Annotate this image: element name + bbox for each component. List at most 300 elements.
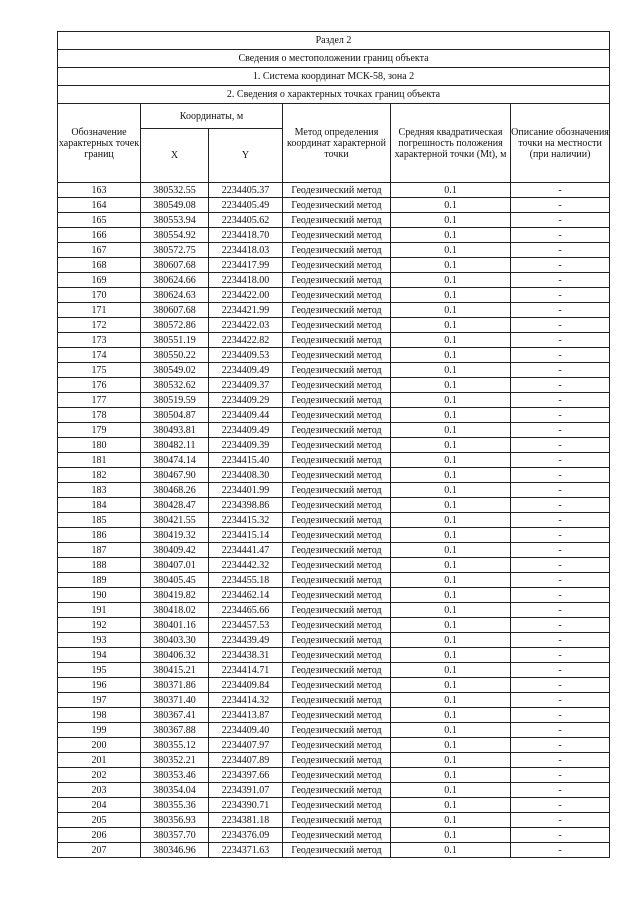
cell-coord-x: 380357.70 <box>141 828 209 843</box>
table-row <box>58 618 610 633</box>
cell-method: Геодезический метод <box>283 678 391 693</box>
points-title: 2. Сведения о характерных точках границ объекта <box>58 86 610 104</box>
cell-coord-x: 380409.42 <box>141 543 209 558</box>
cell-coord-y: 2234414.71 <box>209 663 283 678</box>
cell-coord-x: 380504.87 <box>141 408 209 423</box>
cell-description: - <box>511 243 610 258</box>
cell-coord-y: 2234415.14 <box>209 528 283 543</box>
cell-method: Геодезический метод <box>283 738 391 753</box>
cell-coord-x: 380551.19 <box>141 333 209 348</box>
cell-point-id: 204 <box>58 798 141 813</box>
cell-description: - <box>511 738 610 753</box>
table-row <box>58 243 610 258</box>
cell-method: Геодезический метод <box>283 843 391 858</box>
cell-coord-y: 2234442.32 <box>209 558 283 573</box>
table-row <box>58 423 610 438</box>
cell-description: - <box>511 228 610 243</box>
cell-coord-y: 2234409.39 <box>209 438 283 453</box>
cell-point-id: 202 <box>58 768 141 783</box>
cell-coord-y: 2234455.18 <box>209 573 283 588</box>
cell-error: 0.1 <box>391 633 511 648</box>
cell-point-id: 201 <box>58 753 141 768</box>
header-method: Метод определения координат характерной точки <box>283 104 391 183</box>
cell-description: - <box>511 408 610 423</box>
cell-description: - <box>511 288 610 303</box>
cell-coord-x: 380624.66 <box>141 273 209 288</box>
cell-description: - <box>511 723 610 738</box>
cell-coord-x: 380371.40 <box>141 693 209 708</box>
table-row <box>58 588 610 603</box>
table-row <box>58 648 610 663</box>
cell-point-id: 198 <box>58 708 141 723</box>
cell-method: Геодезический метод <box>283 813 391 828</box>
cell-coord-x: 380532.62 <box>141 378 209 393</box>
cell-coord-y: 2234418.70 <box>209 228 283 243</box>
cell-description: - <box>511 573 610 588</box>
cell-point-id: 192 <box>58 618 141 633</box>
cell-error: 0.1 <box>391 228 511 243</box>
cell-point-id: 165 <box>58 213 141 228</box>
cell-method: Геодезический метод <box>283 783 391 798</box>
cell-coord-x: 380493.81 <box>141 423 209 438</box>
cell-error: 0.1 <box>391 453 511 468</box>
cell-point-id: 207 <box>58 843 141 858</box>
cell-coord-y: 2234413.87 <box>209 708 283 723</box>
cell-point-id: 190 <box>58 588 141 603</box>
cell-coord-x: 380549.02 <box>141 363 209 378</box>
cell-method: Геодезический метод <box>283 393 391 408</box>
cell-coord-y: 2234405.37 <box>209 183 283 198</box>
cell-coord-x: 380401.16 <box>141 618 209 633</box>
cell-point-id: 194 <box>58 648 141 663</box>
cell-method: Геодезический метод <box>283 543 391 558</box>
table-row <box>58 303 610 318</box>
cell-error: 0.1 <box>391 183 511 198</box>
table-row <box>58 453 610 468</box>
table-row <box>58 333 610 348</box>
cell-coord-y: 2234422.00 <box>209 288 283 303</box>
cell-coord-y: 2234465.66 <box>209 603 283 618</box>
cell-method: Геодезический метод <box>283 558 391 573</box>
cell-coord-y: 2234376.09 <box>209 828 283 843</box>
cell-point-id: 164 <box>58 198 141 213</box>
cell-description: - <box>511 303 610 318</box>
cell-error: 0.1 <box>391 213 511 228</box>
cell-point-id: 183 <box>58 483 141 498</box>
cell-coord-y: 2234409.49 <box>209 363 283 378</box>
cell-description: - <box>511 273 610 288</box>
boundary-points-table <box>57 31 610 858</box>
cell-method: Геодезический метод <box>283 573 391 588</box>
cell-method: Геодезический метод <box>283 363 391 378</box>
cell-error: 0.1 <box>391 648 511 663</box>
table-row <box>58 198 610 213</box>
cell-error: 0.1 <box>391 393 511 408</box>
cell-method: Геодезический метод <box>283 183 391 198</box>
cell-point-id: 184 <box>58 498 141 513</box>
cell-method: Геодезический метод <box>283 708 391 723</box>
cell-coord-x: 380572.86 <box>141 318 209 333</box>
cell-method: Геодезический метод <box>283 753 391 768</box>
cell-description: - <box>511 258 610 273</box>
cell-method: Геодезический метод <box>283 483 391 498</box>
cell-error: 0.1 <box>391 198 511 213</box>
header-coordinates: Координаты, м <box>141 104 283 129</box>
cell-description: - <box>511 348 610 363</box>
cell-error: 0.1 <box>391 243 511 258</box>
cell-description: - <box>511 318 610 333</box>
cell-method: Геодезический метод <box>283 318 391 333</box>
cell-method: Геодезический метод <box>283 798 391 813</box>
cell-error: 0.1 <box>391 708 511 723</box>
table-row <box>58 603 610 618</box>
cell-point-id: 205 <box>58 813 141 828</box>
cell-error: 0.1 <box>391 798 511 813</box>
cell-coord-x: 380519.59 <box>141 393 209 408</box>
cell-coord-x: 380367.41 <box>141 708 209 723</box>
cell-point-id: 173 <box>58 333 141 348</box>
cell-method: Геодезический метод <box>283 258 391 273</box>
cell-error: 0.1 <box>391 618 511 633</box>
cell-error: 0.1 <box>391 333 511 348</box>
cell-description: - <box>511 783 610 798</box>
table-row <box>58 573 610 588</box>
cell-description: - <box>511 483 610 498</box>
cell-error: 0.1 <box>391 378 511 393</box>
cell-coord-x: 380474.14 <box>141 453 209 468</box>
cell-error: 0.1 <box>391 288 511 303</box>
cell-error: 0.1 <box>391 318 511 333</box>
cell-method: Геодезический метод <box>283 228 391 243</box>
cell-description: - <box>511 618 610 633</box>
cell-description: - <box>511 198 610 213</box>
cell-coord-y: 2234418.03 <box>209 243 283 258</box>
cell-coord-x: 380421.55 <box>141 513 209 528</box>
table-row <box>58 708 610 723</box>
table-row <box>58 693 610 708</box>
cell-point-id: 200 <box>58 738 141 753</box>
cell-description: - <box>511 393 610 408</box>
cell-error: 0.1 <box>391 423 511 438</box>
cell-coord-x: 380356.93 <box>141 813 209 828</box>
cell-method: Геодезический метод <box>283 273 391 288</box>
cell-error: 0.1 <box>391 363 511 378</box>
cell-point-id: 180 <box>58 438 141 453</box>
cell-error: 0.1 <box>391 558 511 573</box>
cell-error: 0.1 <box>391 303 511 318</box>
table-row <box>58 798 610 813</box>
cell-description: - <box>511 438 610 453</box>
cell-error: 0.1 <box>391 483 511 498</box>
table-row <box>58 438 610 453</box>
table-row <box>58 633 610 648</box>
cell-description: - <box>511 798 610 813</box>
cell-method: Геодезический метод <box>283 198 391 213</box>
cell-coord-x: 380367.88 <box>141 723 209 738</box>
cell-coord-x: 380482.11 <box>141 438 209 453</box>
cell-point-id: 176 <box>58 378 141 393</box>
cell-method: Геодезический метод <box>283 603 391 618</box>
cell-point-id: 179 <box>58 423 141 438</box>
cell-description: - <box>511 678 610 693</box>
cell-point-id: 167 <box>58 243 141 258</box>
cell-description: - <box>511 633 610 648</box>
cell-point-id: 170 <box>58 288 141 303</box>
cell-description: - <box>511 663 610 678</box>
cell-coord-y: 2234438.31 <box>209 648 283 663</box>
cell-coord-x: 380415.21 <box>141 663 209 678</box>
cell-coord-x: 380405.45 <box>141 573 209 588</box>
cell-description: - <box>511 513 610 528</box>
cell-coord-x: 380624.63 <box>141 288 209 303</box>
cell-error: 0.1 <box>391 843 511 858</box>
cell-method: Геодезический метод <box>283 693 391 708</box>
cell-error: 0.1 <box>391 768 511 783</box>
cell-method: Геодезический метод <box>283 243 391 258</box>
cell-method: Геодезический метод <box>283 498 391 513</box>
cell-method: Геодезический метод <box>283 468 391 483</box>
cell-error: 0.1 <box>391 663 511 678</box>
cell-point-id: 166 <box>58 228 141 243</box>
cell-point-id: 182 <box>58 468 141 483</box>
cell-coord-x: 380371.86 <box>141 678 209 693</box>
table-row <box>58 783 610 798</box>
cell-method: Геодезический метод <box>283 723 391 738</box>
table-row <box>58 318 610 333</box>
table-row <box>58 558 610 573</box>
cell-description: - <box>511 213 610 228</box>
cell-method: Геодезический метод <box>283 648 391 663</box>
cell-point-id: 168 <box>58 258 141 273</box>
cell-description: - <box>511 558 610 573</box>
cell-coord-x: 380354.04 <box>141 783 209 798</box>
cell-error: 0.1 <box>391 408 511 423</box>
cell-point-id: 186 <box>58 528 141 543</box>
cell-point-id: 191 <box>58 603 141 618</box>
cell-point-id: 178 <box>58 408 141 423</box>
cell-error: 0.1 <box>391 543 511 558</box>
cell-method: Геодезический метод <box>283 303 391 318</box>
cell-description: - <box>511 333 610 348</box>
cell-coord-y: 2234381.18 <box>209 813 283 828</box>
cell-error: 0.1 <box>391 528 511 543</box>
table-row <box>58 753 610 768</box>
cell-coord-y: 2234409.44 <box>209 408 283 423</box>
cell-method: Геодезический метод <box>283 423 391 438</box>
cell-method: Геодезический метод <box>283 408 391 423</box>
cell-description: - <box>511 648 610 663</box>
cell-coord-y: 2234401.99 <box>209 483 283 498</box>
cell-description: - <box>511 768 610 783</box>
cell-description: - <box>511 543 610 558</box>
table-row <box>58 513 610 528</box>
cell-error: 0.1 <box>391 783 511 798</box>
cell-coord-y: 2234422.03 <box>209 318 283 333</box>
cell-coord-x: 380607.68 <box>141 258 209 273</box>
cell-error: 0.1 <box>391 753 511 768</box>
section-title: Раздел 2 <box>58 32 610 50</box>
cell-method: Геодезический метод <box>283 378 391 393</box>
cell-coord-x: 380419.82 <box>141 588 209 603</box>
table-row <box>58 258 610 273</box>
cell-method: Геодезический метод <box>283 513 391 528</box>
cell-error: 0.1 <box>391 828 511 843</box>
cell-coord-y: 2234457.53 <box>209 618 283 633</box>
cell-coord-y: 2234398.86 <box>209 498 283 513</box>
cell-coord-x: 380532.55 <box>141 183 209 198</box>
table-row <box>58 843 610 858</box>
cell-point-id: 187 <box>58 543 141 558</box>
cell-coord-y: 2234405.49 <box>209 198 283 213</box>
cell-coord-x: 380353.46 <box>141 768 209 783</box>
table-row <box>58 393 610 408</box>
cell-coord-y: 2234409.49 <box>209 423 283 438</box>
cell-coord-x: 380419.32 <box>141 528 209 543</box>
table-row <box>58 528 610 543</box>
table-row <box>58 768 610 783</box>
cell-error: 0.1 <box>391 513 511 528</box>
section-subtitle: Сведения о местоположении границ объекта <box>58 50 610 68</box>
header-point: Обозначение характерных точек границ <box>58 104 141 183</box>
cell-coord-y: 2234418.00 <box>209 273 283 288</box>
cell-error: 0.1 <box>391 588 511 603</box>
cell-error: 0.1 <box>391 723 511 738</box>
cell-coord-y: 2234462.14 <box>209 588 283 603</box>
cell-point-id: 188 <box>58 558 141 573</box>
cell-point-id: 175 <box>58 363 141 378</box>
cell-coord-x: 380403.30 <box>141 633 209 648</box>
table-row <box>58 828 610 843</box>
table-row <box>58 678 610 693</box>
coordinate-system: 1. Система координат МСК-58, зона 2 <box>58 68 610 86</box>
cell-coord-x: 380428.47 <box>141 498 209 513</box>
cell-error: 0.1 <box>391 498 511 513</box>
cell-point-id: 199 <box>58 723 141 738</box>
table-row <box>58 813 610 828</box>
cell-coord-y: 2234397.66 <box>209 768 283 783</box>
cell-point-id: 206 <box>58 828 141 843</box>
table-row <box>58 663 610 678</box>
cell-method: Геодезический метод <box>283 768 391 783</box>
cell-error: 0.1 <box>391 678 511 693</box>
cell-coord-x: 380572.75 <box>141 243 209 258</box>
table-row <box>58 348 610 363</box>
table-row <box>58 738 610 753</box>
cell-description: - <box>511 453 610 468</box>
cell-description: - <box>511 588 610 603</box>
cell-error: 0.1 <box>391 273 511 288</box>
cell-point-id: 169 <box>58 273 141 288</box>
cell-description: - <box>511 708 610 723</box>
cell-description: - <box>511 753 610 768</box>
table-row <box>58 498 610 513</box>
cell-coord-x: 380550.22 <box>141 348 209 363</box>
cell-error: 0.1 <box>391 348 511 363</box>
cell-method: Геодезический метод <box>283 213 391 228</box>
cell-error: 0.1 <box>391 813 511 828</box>
cell-coord-y: 2234439.49 <box>209 633 283 648</box>
cell-method: Геодезический метод <box>283 453 391 468</box>
cell-coord-x: 380554.92 <box>141 228 209 243</box>
header-error: Средняя квадратическая погрешность положения характерной точки (Mt), м <box>391 104 511 183</box>
cell-coord-x: 380406.32 <box>141 648 209 663</box>
cell-coord-y: 2234407.97 <box>209 738 283 753</box>
cell-coord-x: 380407.01 <box>141 558 209 573</box>
cell-coord-y: 2234409.29 <box>209 393 283 408</box>
cell-error: 0.1 <box>391 693 511 708</box>
table-body <box>58 183 610 858</box>
cell-coord-y: 2234409.53 <box>209 348 283 363</box>
table-row <box>58 543 610 558</box>
cell-description: - <box>511 843 610 858</box>
cell-point-id: 174 <box>58 348 141 363</box>
header-y: Y <box>209 129 283 183</box>
cell-coord-x: 380549.08 <box>141 198 209 213</box>
cell-description: - <box>511 468 610 483</box>
cell-coord-y: 2234417.99 <box>209 258 283 273</box>
cell-coord-y: 2234391.07 <box>209 783 283 798</box>
cell-method: Геодезический метод <box>283 828 391 843</box>
cell-coord-x: 380468.26 <box>141 483 209 498</box>
cell-coord-y: 2234414.32 <box>209 693 283 708</box>
cell-point-id: 193 <box>58 633 141 648</box>
cell-coord-y: 2234409.84 <box>209 678 283 693</box>
cell-error: 0.1 <box>391 738 511 753</box>
cell-coord-y: 2234405.62 <box>209 213 283 228</box>
cell-method: Геодезический метод <box>283 333 391 348</box>
table-row <box>58 468 610 483</box>
cell-coord-y: 2234441.47 <box>209 543 283 558</box>
cell-method: Геодезический метод <box>283 618 391 633</box>
table-row <box>58 378 610 393</box>
cell-description: - <box>511 363 610 378</box>
cell-coord-x: 380352.21 <box>141 753 209 768</box>
cell-coord-y: 2234371.63 <box>209 843 283 858</box>
cell-coord-y: 2234415.40 <box>209 453 283 468</box>
cell-description: - <box>511 813 610 828</box>
table-row <box>58 483 610 498</box>
cell-method: Геодезический метод <box>283 663 391 678</box>
cell-description: - <box>511 603 610 618</box>
cell-coord-x: 380607.68 <box>141 303 209 318</box>
cell-error: 0.1 <box>391 468 511 483</box>
cell-description: - <box>511 498 610 513</box>
cell-description: - <box>511 828 610 843</box>
cell-coord-x: 380355.12 <box>141 738 209 753</box>
table-row <box>58 723 610 738</box>
cell-method: Геодезический метод <box>283 438 391 453</box>
cell-coord-y: 2234422.82 <box>209 333 283 348</box>
cell-coord-x: 380346.96 <box>141 843 209 858</box>
cell-coord-x: 380418.02 <box>141 603 209 618</box>
cell-coord-x: 380467.90 <box>141 468 209 483</box>
header-description: Описание обозначения точки на местности (при наличии) <box>511 104 610 183</box>
table-row <box>58 183 610 198</box>
cell-coord-x: 380553.94 <box>141 213 209 228</box>
cell-coord-x: 380355.36 <box>141 798 209 813</box>
cell-coord-y: 2234407.89 <box>209 753 283 768</box>
table-row <box>58 228 610 243</box>
cell-point-id: 196 <box>58 678 141 693</box>
table-row <box>58 288 610 303</box>
cell-point-id: 171 <box>58 303 141 318</box>
cell-coord-y: 2234409.37 <box>209 378 283 393</box>
cell-coord-y: 2234415.32 <box>209 513 283 528</box>
cell-error: 0.1 <box>391 438 511 453</box>
cell-point-id: 195 <box>58 663 141 678</box>
cell-error: 0.1 <box>391 258 511 273</box>
cell-point-id: 189 <box>58 573 141 588</box>
